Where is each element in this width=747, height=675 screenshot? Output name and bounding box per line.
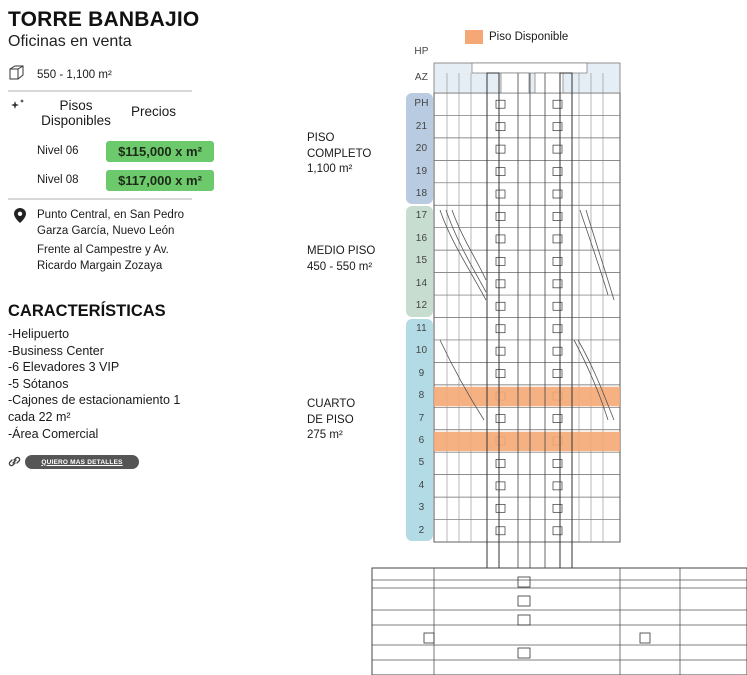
price-badge: $117,000 x m² <box>106 170 214 191</box>
feature-item: -6 Elevadores 3 VIP <box>8 360 120 374</box>
available-floor-band <box>434 432 620 451</box>
level-label: 10 <box>415 345 428 357</box>
level-label: 3 <box>418 502 425 514</box>
feature-item: -Helipuerto <box>8 327 70 341</box>
level-label: 16 <box>415 232 428 244</box>
level-label: HP <box>414 46 429 57</box>
page-subtitle: Oficinas en venta <box>8 33 132 50</box>
level-label: 5 <box>418 457 425 469</box>
tower-roof <box>472 63 587 73</box>
segment-label: MEDIO PISO 450 - 550 m² <box>307 245 376 273</box>
level-label: 8 <box>418 390 425 402</box>
level-label: 15 <box>415 255 428 267</box>
feature-item: -Business Center <box>8 344 104 358</box>
feature-item: -Área Comercial <box>8 427 99 441</box>
nivel-label: Nivel 06 <box>37 145 79 157</box>
tower-crown-box <box>501 73 529 93</box>
feature-item: -Cajones de estacionamiento 1 <box>8 393 181 407</box>
level-label: AZ <box>414 72 429 83</box>
features-title: CARACTERÍSTICAS <box>8 302 166 320</box>
address-line: Frente al Campestre y Av. <box>37 244 169 256</box>
level-label: 2 <box>418 524 425 536</box>
available-floor-band <box>434 387 620 406</box>
level-label: 14 <box>415 277 428 289</box>
level-label: 7 <box>418 412 425 424</box>
address-line: Punto Central, en San Pedro <box>37 209 185 221</box>
nivel-label: Nivel 08 <box>37 174 79 186</box>
col-header-precios: Precios <box>131 104 177 119</box>
address-line: Garza García, Nuevo León <box>37 225 175 237</box>
segment-label: PISO COMPLETO 1,100 m² <box>307 132 372 175</box>
level-label: PH <box>414 98 429 110</box>
more-details-button[interactable]: QUIERO MAS DETALLES <box>25 455 139 469</box>
tower-crown-box <box>535 73 563 93</box>
col-header-pisos: Pisos Disponibles <box>41 98 111 128</box>
level-label: 19 <box>415 165 428 177</box>
podium <box>372 568 747 675</box>
level-label: 4 <box>418 479 425 491</box>
level-label: 18 <box>415 188 428 200</box>
price-badge: $115,000 x m² <box>106 141 214 162</box>
level-label: 17 <box>415 210 428 222</box>
address-line: Ricardo Margain Zozaya <box>37 260 163 272</box>
level-label: 21 <box>415 120 428 132</box>
level-label: 11 <box>416 322 427 334</box>
segment-label: CUARTO DE PISO 275 m² <box>307 398 356 441</box>
area-text: 550 - 1,100 m² <box>37 69 112 81</box>
feature-item: cada 22 m² <box>8 410 71 424</box>
legend-label: Piso Disponible <box>489 31 569 43</box>
page-title: TORRE BANBAJIO <box>8 8 200 31</box>
level-label: 20 <box>415 143 428 155</box>
level-label: 12 <box>415 300 428 312</box>
level-label: 9 <box>418 367 425 379</box>
feature-item: -5 Sótanos <box>8 377 69 391</box>
level-label: 6 <box>418 434 425 446</box>
